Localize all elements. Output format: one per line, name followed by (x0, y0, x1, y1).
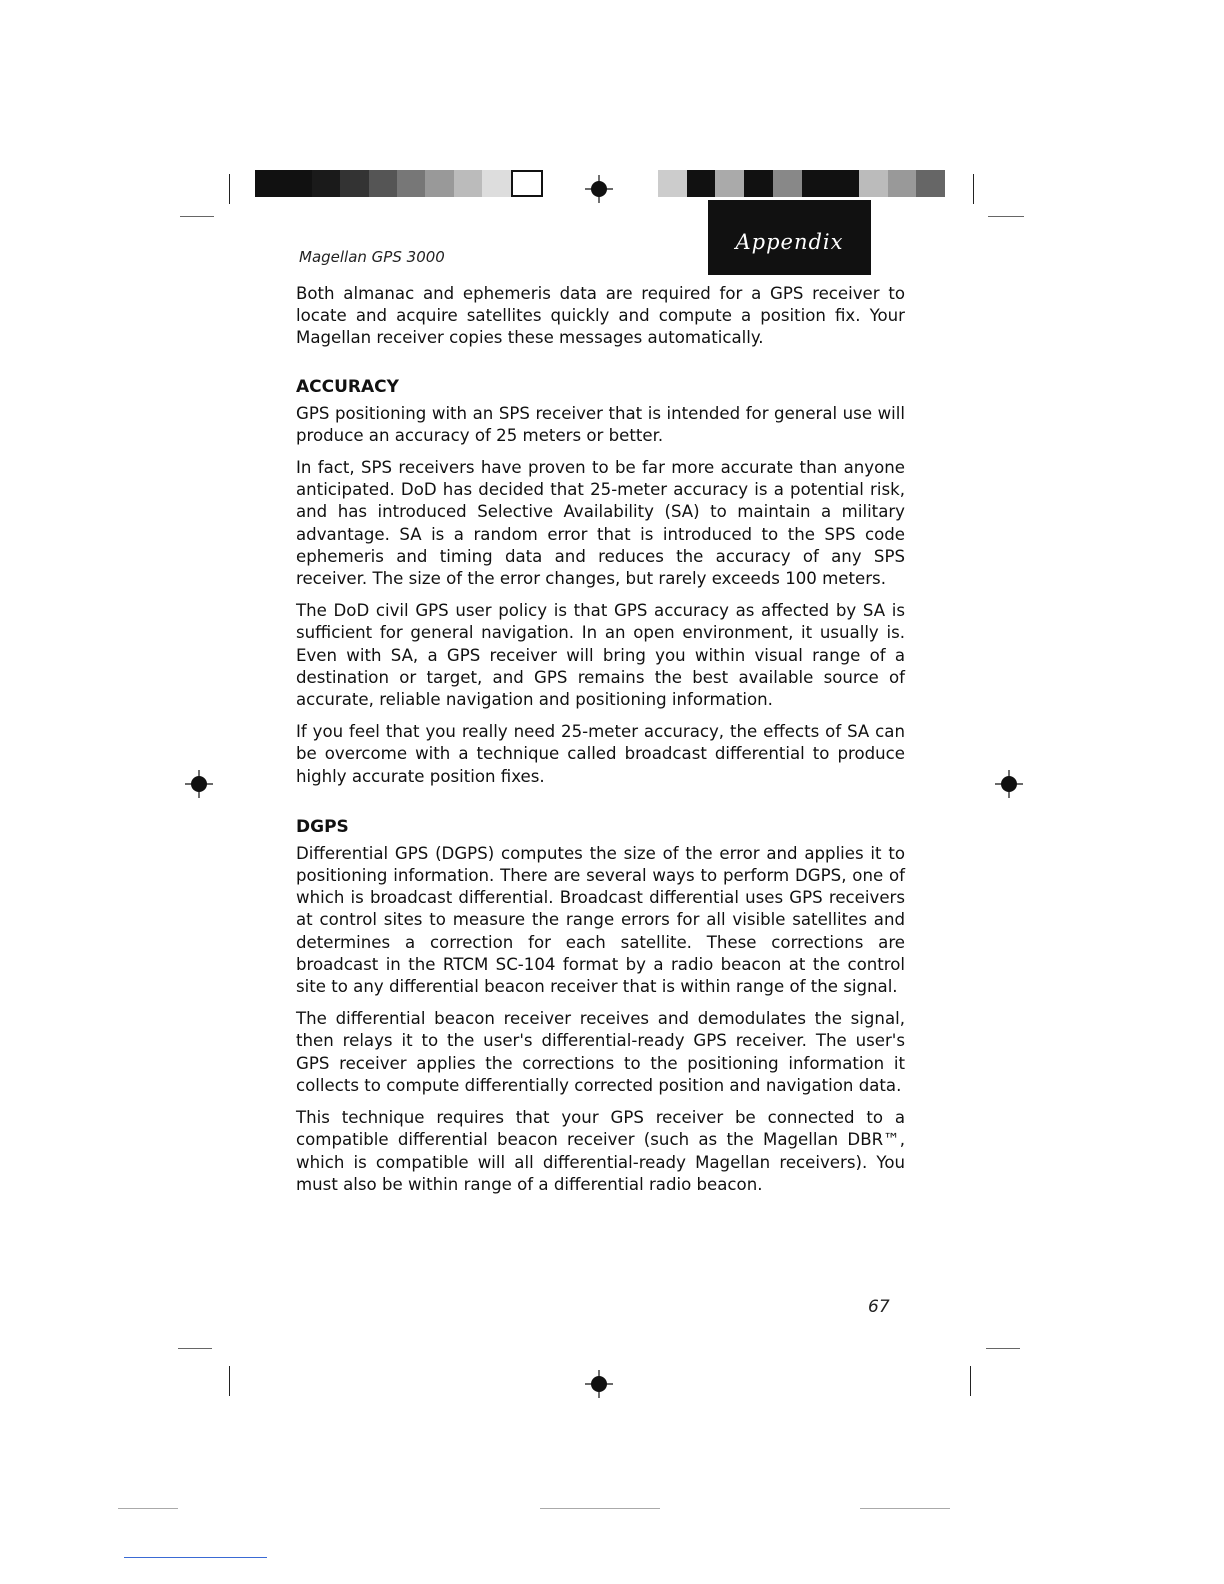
trim-mark-top-right (988, 216, 1024, 217)
scan-artifact-line (860, 1508, 950, 1509)
paragraph: GPS positioning with an SPS receiver that is intended for general use will produce an accuracy of 25 meters or better. (296, 403, 905, 445)
page-content (296, 283, 905, 1206)
trim-mark-top-left (180, 216, 214, 217)
scan-artifact-line (540, 1508, 660, 1509)
crop-mark-top-right (973, 174, 974, 204)
crop-mark-bottom-left (229, 1366, 230, 1396)
running-head: Magellan GPS 3000 (299, 248, 445, 266)
scan-artifact-line (124, 1557, 267, 1558)
registration-mark-icon (585, 1370, 613, 1398)
calibration-strip-right (658, 170, 945, 197)
registration-mark-icon (585, 175, 613, 203)
registration-mark-icon (185, 770, 213, 798)
trim-mark-bottom-right (986, 1348, 1020, 1349)
paragraph: If you feel that you really need 25-meter accuracy, the effects of SA can be overcome with a technique called broadcast differential to produce highly accurate position fixes. (296, 722, 905, 786)
trim-mark-bottom-left (178, 1348, 212, 1349)
paragraph: The differential beacon receiver receives and demodulates the signal, then relays it to the user's differential-ready GPS receiver. The user's GPS receiver applies the corrections to the positioning information it collects to compute differentially corrected position and navigation data. (296, 1009, 905, 1095)
crop-mark-top-left (229, 174, 230, 204)
paragraph: In fact, SPS receivers have proven to be far more accurate than anyone anticipated. DoD has decided that 25-meter accuracy is a potential risk, and has introduced Selective Availability (SA) to maintain a military advantage. SA is a random error that is introduced to the SPS code ephemeris and timing data and reduces the accuracy of any SPS receiver. The size of the error changes, but rarely exceeds 100 meters. (296, 458, 905, 589)
section-heading-accuracy: ACCURACY (296, 376, 399, 397)
section-heading-dgps: DGPS (296, 816, 349, 837)
paragraph: The DoD civil GPS user policy is that GPS accuracy as affected by SA is sufficient for general navigation. In an open environment, it usually is. Even with SA, a GPS receiver will bring you within visual range of a destination or target, and GPS remains the best available source of accurate, reliable navigation and positioning information. (296, 601, 905, 710)
paragraph: This technique requires that your GPS receiver be connected to a compatible differential beacon receiver (such as the Magellan DBR™, which is compatible will all differential-ready Magellan receivers). You must also be within range of a differential radio beacon. (296, 1108, 905, 1194)
section-tab: Appendix (708, 200, 871, 275)
page-number: 67 (868, 1297, 890, 1317)
registration-mark-icon (995, 770, 1023, 798)
crop-mark-bottom-right (970, 1366, 971, 1396)
paragraph: Differential GPS (DGPS) computes the size of the error and applies it to positioning information. There are several ways to perform DGPS, one of which is broadcast differential. Broadcast differential uses GPS receivers at control sites to measure the range errors for all visible satellites and determines a correction for each satellite. These corrections are broadcast in the RTCM SC-104 format by a radio beacon at the control site to any differential beacon receiver that is within range of the signal. (296, 843, 905, 997)
calibration-strip-left (255, 170, 543, 197)
intro-paragraph: Both almanac and ephemeris data are required for a GPS receiver to locate and acquire satellites quickly and compute a position fix. Your Magellan receiver copies these messages automatically. (296, 284, 905, 348)
scan-artifact-line (118, 1508, 178, 1509)
